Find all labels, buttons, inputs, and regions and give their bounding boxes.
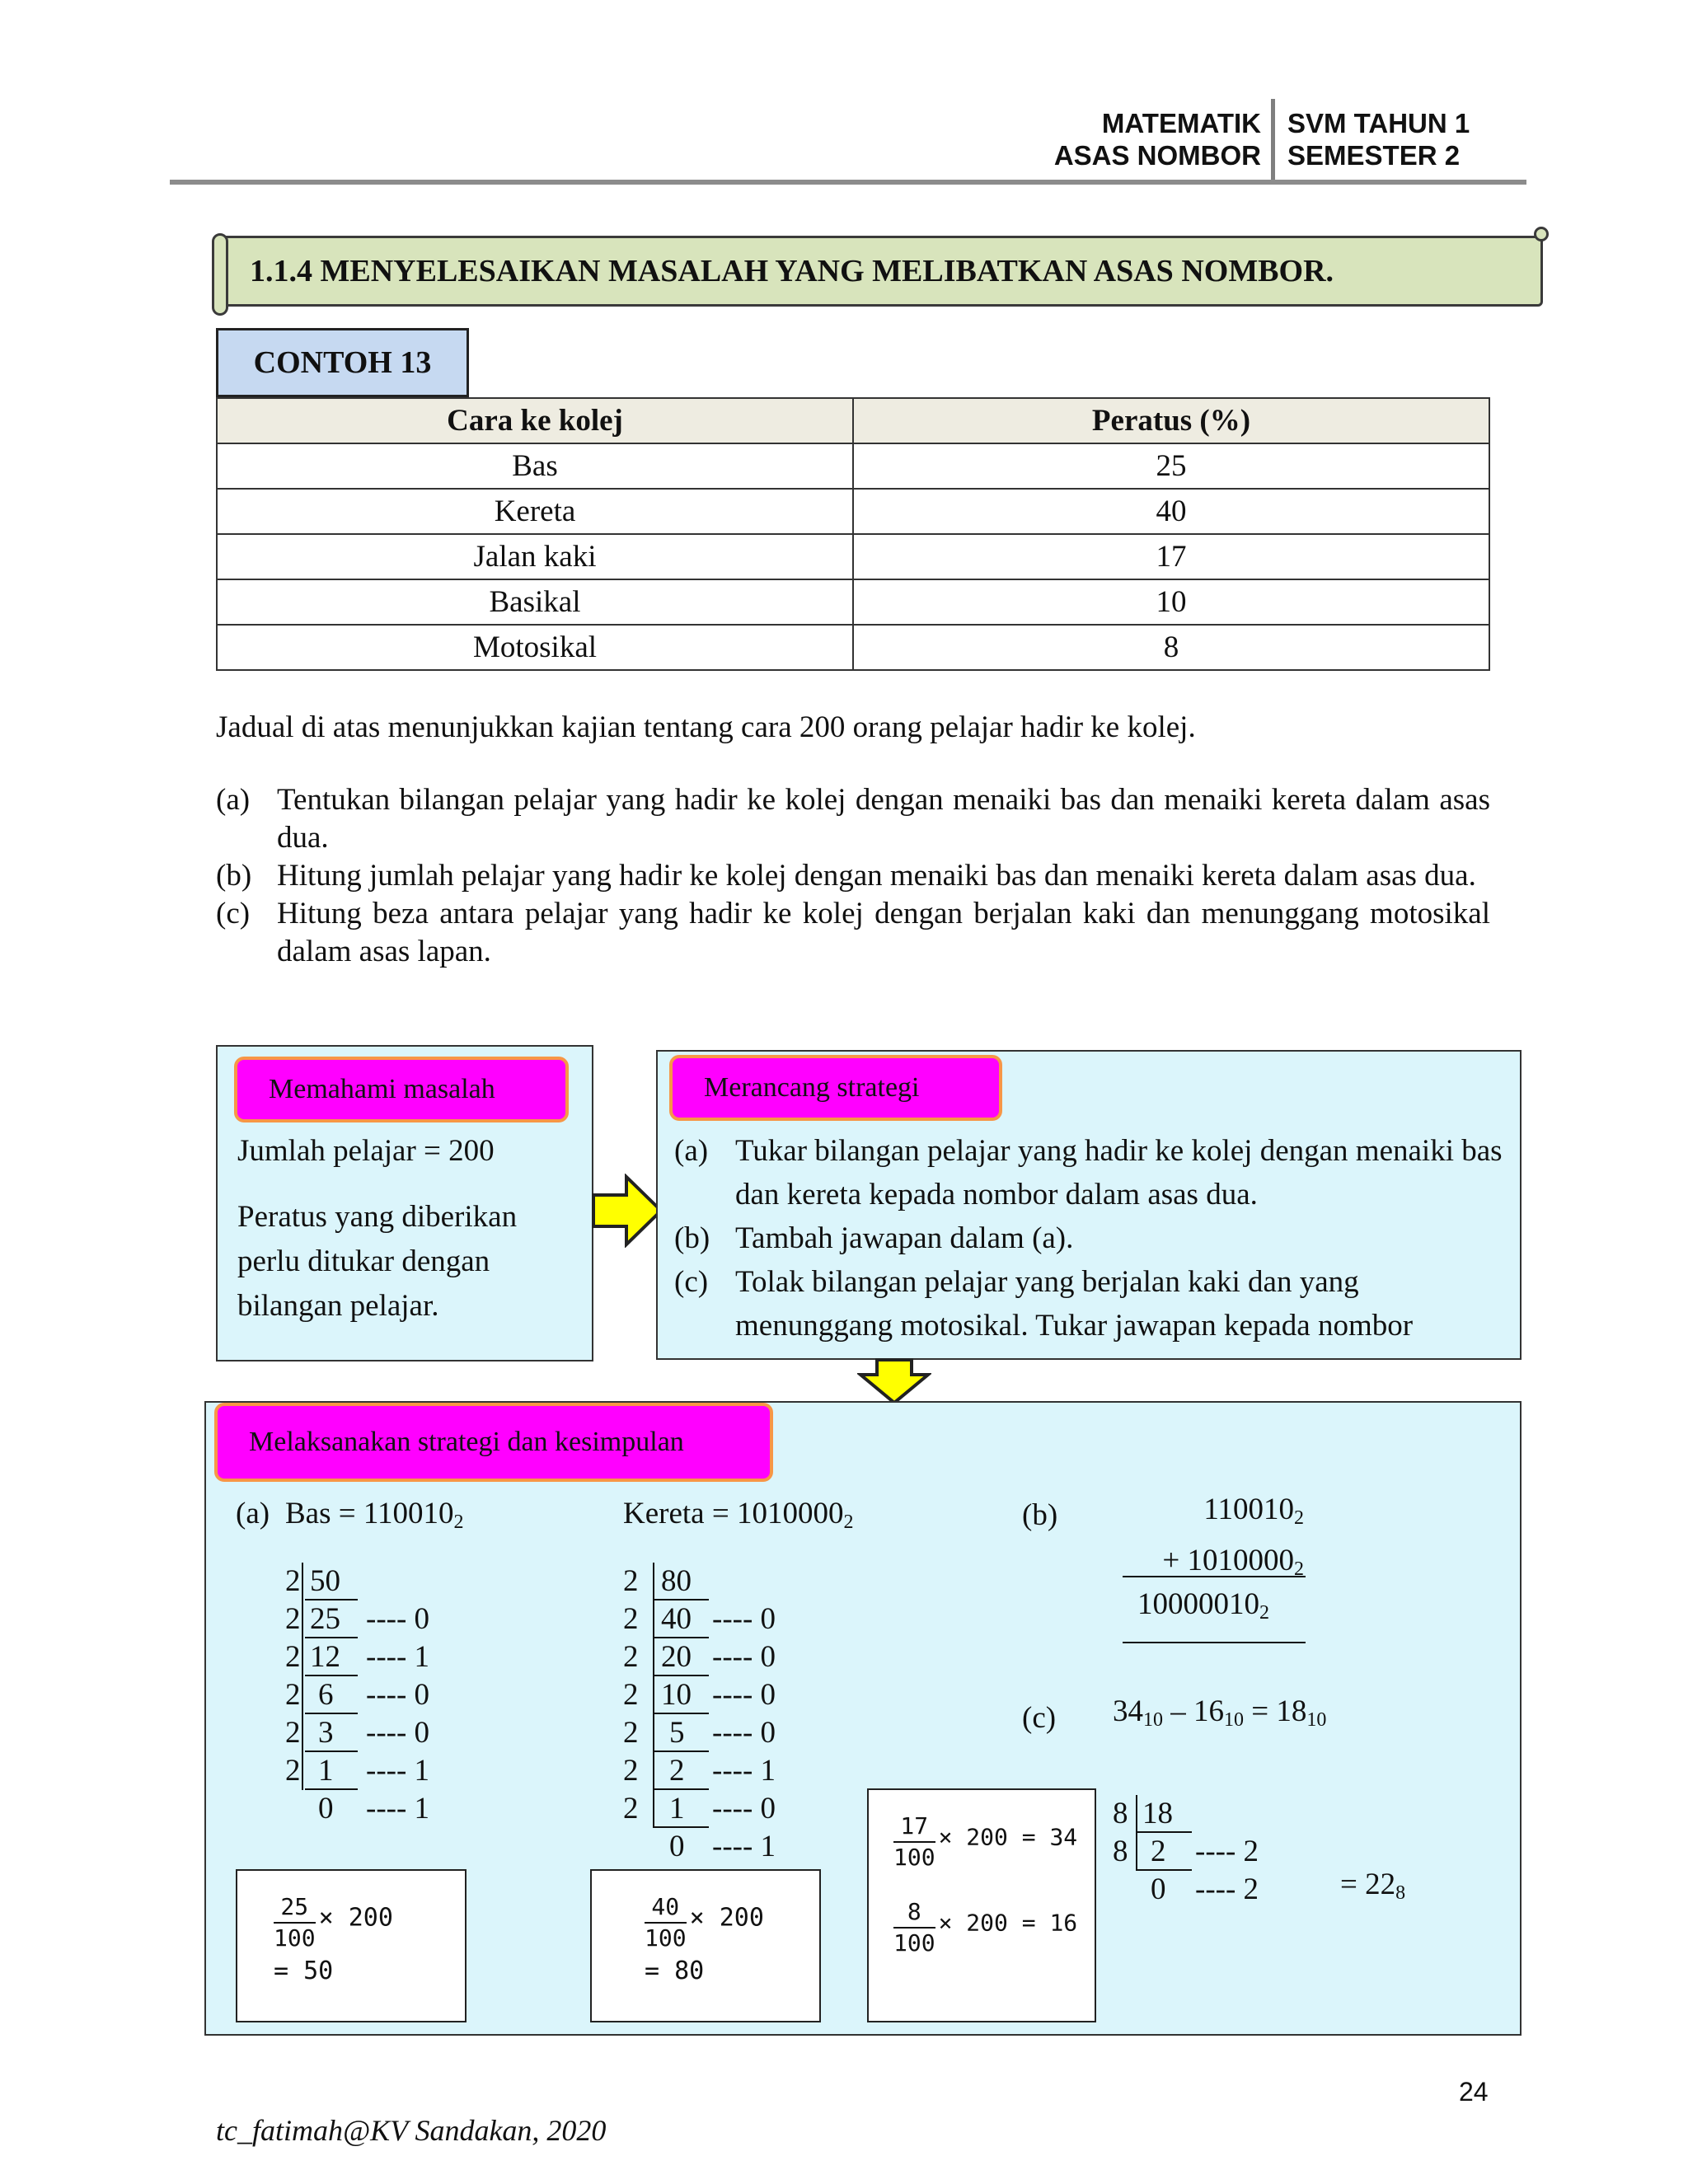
division-quotient: 12 bbox=[310, 1640, 340, 1674]
division-quotient: 1 bbox=[669, 1792, 685, 1825]
addend-1-value: 110010 bbox=[1203, 1493, 1294, 1526]
header-subject: MATEMATIK bbox=[1101, 108, 1261, 138]
c-calc2-rest: × 200 = 16 bbox=[938, 1909, 1078, 1937]
division-divisor: 2 bbox=[285, 1716, 301, 1750]
plan-item bbox=[674, 1129, 1507, 1216]
plan-box bbox=[656, 1050, 1522, 1360]
division-remainder: ---- 0 bbox=[366, 1602, 430, 1636]
table-cell: 8 bbox=[853, 625, 1489, 670]
section-title: 1.1.4 MENYELESAIKAN MASALAH YANG MELIBATKAN ASAS NOMBOR. bbox=[250, 254, 1334, 288]
table-header-row bbox=[217, 398, 1489, 443]
bas-binary bbox=[285, 1492, 464, 1544]
division-remainder: ---- 0 bbox=[712, 1640, 776, 1674]
kereta-binary bbox=[623, 1492, 853, 1544]
base-subscript: 10 bbox=[1224, 1709, 1244, 1731]
kereta-calc-box bbox=[590, 1869, 821, 2022]
execute-label: Melaksanakan strategi dan kesimpulan bbox=[214, 1403, 773, 1482]
division-remainder: ---- 2 bbox=[1195, 1835, 1259, 1868]
plan-label: Merancang strategi bbox=[669, 1055, 1002, 1121]
table-cell: Kereta bbox=[217, 489, 853, 534]
division-quotient: 0 bbox=[669, 1830, 685, 1863]
division-remainder: ---- 1 bbox=[712, 1830, 776, 1863]
part-a-label: (a) bbox=[236, 1497, 270, 1530]
addend-2-value: + 1010000 bbox=[1162, 1544, 1294, 1577]
scroll-curl-left bbox=[212, 233, 228, 316]
question-text: Hitung jumlah pelajar yang hadir ke kolej dengan menaiki bas dan menaiki kereta dalam asas dua. bbox=[277, 859, 1476, 893]
table-cell: 25 bbox=[853, 443, 1489, 489]
kereta-calc-times: × 200 bbox=[689, 1903, 764, 1933]
question-label: (a) bbox=[216, 783, 251, 817]
division-remainder: ---- 0 bbox=[712, 1678, 776, 1712]
division-divisor: 8 bbox=[1113, 1835, 1128, 1868]
base-subscript: 10 bbox=[1306, 1709, 1327, 1731]
plan-list bbox=[674, 1129, 1507, 1347]
fraction-numerator: 25 bbox=[274, 1892, 316, 1924]
division-divisor: 2 bbox=[623, 1754, 639, 1788]
division-remainder: ---- 0 bbox=[712, 1792, 776, 1825]
table-cell: 17 bbox=[853, 534, 1489, 579]
bas-calc bbox=[274, 1892, 393, 1985]
table-cell: Motosikal bbox=[217, 625, 853, 670]
division-remainder: ---- 1 bbox=[366, 1792, 430, 1825]
fraction-denominator: 100 bbox=[893, 1929, 935, 1957]
page-number: 24 bbox=[1459, 2077, 1489, 2107]
fraction-numerator: 40 bbox=[645, 1892, 687, 1924]
base-subscript: 10 bbox=[1143, 1709, 1163, 1731]
table-row bbox=[217, 625, 1489, 670]
division-quotient: 80 bbox=[661, 1564, 692, 1598]
plan-item-label: (a) bbox=[674, 1134, 709, 1168]
question-item bbox=[216, 857, 1490, 895]
plan-item bbox=[674, 1216, 1507, 1260]
division-quotient: 40 bbox=[661, 1602, 692, 1636]
division-divisor: 2 bbox=[285, 1564, 301, 1598]
division-divisor: 8 bbox=[1113, 1797, 1128, 1830]
header-rule bbox=[170, 180, 1526, 185]
base-subscript: 2 bbox=[1294, 1507, 1304, 1529]
division-remainder: ---- 0 bbox=[712, 1602, 776, 1636]
kereta-calc bbox=[645, 1892, 764, 1985]
division-remainder: ---- 1 bbox=[366, 1640, 430, 1674]
addend-1 bbox=[1121, 1488, 1327, 1540]
c-eq-minus: – bbox=[1163, 1694, 1193, 1728]
table-cell: 10 bbox=[853, 579, 1489, 625]
question-text: Tentukan bilangan pelajar yang hadir ke kolej dengan menaiki bas dan menaiki kereta dalam asas dua. bbox=[277, 783, 1490, 855]
division-remainder: ---- 0 bbox=[366, 1678, 430, 1712]
bas-calc-result: = 50 bbox=[274, 1957, 334, 1985]
plan-item-label: (b) bbox=[674, 1221, 710, 1255]
division-quotient: 18 bbox=[1142, 1797, 1173, 1830]
division-divisor: 2 bbox=[623, 1716, 639, 1750]
table-cell: Bas bbox=[217, 443, 853, 489]
plan-item bbox=[674, 1260, 1507, 1347]
c-eq-c: 18 bbox=[1276, 1694, 1307, 1728]
table-header-cell: Peratus (%) bbox=[853, 398, 1489, 443]
table-row bbox=[217, 443, 1489, 489]
fraction-denominator: 100 bbox=[645, 1924, 687, 1952]
division-quotient: 5 bbox=[669, 1716, 685, 1750]
division-divisor: 2 bbox=[623, 1640, 639, 1674]
division-remainder: ---- 0 bbox=[366, 1716, 430, 1750]
fraction-denominator: 100 bbox=[893, 1844, 935, 1871]
base-subscript: 2 bbox=[1259, 1602, 1269, 1624]
right-arrow-icon bbox=[590, 1174, 664, 1248]
base-subscript: 2 bbox=[453, 1511, 464, 1533]
c-eq-equals: = bbox=[1244, 1694, 1277, 1728]
division-quotient: 1 bbox=[318, 1754, 334, 1788]
division-quotient: 25 bbox=[310, 1602, 340, 1636]
question-list bbox=[216, 781, 1490, 971]
c-calc1-rest: × 200 = 34 bbox=[938, 1823, 1078, 1851]
division-quotient: 20 bbox=[661, 1640, 692, 1674]
fraction-numerator: 17 bbox=[893, 1811, 935, 1843]
c-calc-box bbox=[867, 1788, 1096, 2022]
sum-line-bottom bbox=[1123, 1642, 1306, 1643]
execute-box bbox=[204, 1401, 1522, 2036]
division-remainder: ---- 1 bbox=[366, 1754, 430, 1788]
division-divisor: 2 bbox=[285, 1640, 301, 1674]
table-cell: 40 bbox=[853, 489, 1489, 534]
division-quotient: 0 bbox=[1151, 1872, 1166, 1906]
sum-line-top bbox=[1123, 1576, 1306, 1577]
header-right bbox=[1287, 107, 1535, 171]
plan-item-text: Tambah jawapan dalam (a). bbox=[735, 1221, 1074, 1255]
division-remainder: ---- 0 bbox=[712, 1716, 776, 1750]
division-divisor: 2 bbox=[623, 1678, 639, 1712]
table-cell: Basikal bbox=[217, 579, 853, 625]
plan-item-label: (c) bbox=[674, 1265, 709, 1299]
division-quotient: 3 bbox=[318, 1716, 334, 1750]
table-row bbox=[217, 489, 1489, 534]
division-divisor: 2 bbox=[285, 1754, 301, 1788]
question-label: (b) bbox=[216, 859, 252, 893]
header-topic: ASAS NOMBOR bbox=[1053, 140, 1261, 171]
table-cell: Jalan kaki bbox=[217, 534, 853, 579]
division-divisor: 2 bbox=[285, 1678, 301, 1712]
header-divider bbox=[1271, 99, 1275, 181]
data-table bbox=[216, 397, 1490, 671]
division-quotient: 2 bbox=[1151, 1835, 1166, 1868]
question-item bbox=[216, 895, 1490, 971]
down-arrow-icon bbox=[857, 1358, 931, 1406]
division-remainder: ---- 1 bbox=[712, 1754, 776, 1788]
division-quotient: 50 bbox=[310, 1564, 340, 1598]
kereta-calc-result: = 80 bbox=[645, 1957, 705, 1985]
fraction-numerator: 8 bbox=[893, 1897, 935, 1929]
c-calc-line2 bbox=[893, 1897, 1077, 1958]
example-label: CONTOH 13 bbox=[216, 328, 469, 397]
binary-sum-value: 10000010 bbox=[1137, 1587, 1259, 1621]
division-quotient: 10 bbox=[661, 1678, 692, 1712]
bas-binary-value: Bas = 110010 bbox=[285, 1497, 454, 1530]
binary-sum bbox=[1137, 1582, 1269, 1635]
division-divisor: 2 bbox=[623, 1602, 639, 1636]
understand-label: Memahami masalah bbox=[234, 1057, 569, 1122]
division-divisor: 2 bbox=[285, 1602, 301, 1636]
division-quotient: 0 bbox=[318, 1792, 334, 1825]
plan-item-text: Tukar bilangan pelajar yang hadir ke kolej dengan menaiki bas dan kereta kepada nombor dalam asas dua. bbox=[735, 1134, 1503, 1212]
division-quotient: 6 bbox=[318, 1678, 334, 1712]
base-subscript: 8 bbox=[1395, 1882, 1406, 1904]
section-banner bbox=[216, 236, 1543, 307]
understand-line2: Peratus yang diberikan perlu ditukar dengan bilangan pelajar. bbox=[237, 1200, 518, 1323]
question-item bbox=[216, 781, 1490, 857]
division-divisor: 2 bbox=[623, 1564, 639, 1598]
header-left bbox=[1014, 107, 1261, 171]
octal-answer-value: = 22 bbox=[1340, 1868, 1396, 1901]
footer-credit: tc_fatimah@KV Sandakan, 2020 bbox=[216, 2114, 607, 2147]
bas-calc-box bbox=[236, 1869, 467, 2022]
question-label: (c) bbox=[216, 897, 251, 930]
question-text: Hitung beza antara pelajar yang hadir ke kolej dengan berjalan kaki dan menunggang motosikal dalam asas lapan. bbox=[277, 897, 1490, 968]
header-course: SVM TAHUN 1 bbox=[1287, 108, 1470, 138]
division-quotient: 2 bbox=[669, 1754, 685, 1788]
understand-box bbox=[216, 1045, 593, 1361]
c-eq-b: 16 bbox=[1193, 1694, 1224, 1728]
intro-text: Jadual di atas menunjukkan kajian tentang cara 200 orang pelajar hadir ke kolej. bbox=[216, 710, 1196, 744]
c-calc-line1 bbox=[893, 1811, 1077, 1872]
understand-line1: Jumlah pelajar = 200 bbox=[237, 1134, 495, 1168]
octal-answer bbox=[1340, 1863, 1405, 1915]
header-semester: SEMESTER 2 bbox=[1287, 140, 1461, 171]
scroll-curl-right bbox=[1534, 227, 1549, 241]
table-header-cell: Cara ke kolej bbox=[217, 398, 853, 443]
plan-item-text: Tolak bilangan pelajar yang berjalan kaki dan yang menunggang motosikal. Tukar jawapan kepada nombor bbox=[735, 1265, 1414, 1343]
bas-calc-times: × 200 bbox=[318, 1903, 393, 1933]
fraction-denominator: 100 bbox=[274, 1924, 316, 1952]
division-divisor: 2 bbox=[623, 1792, 639, 1825]
part-c-label: (c) bbox=[1022, 1701, 1057, 1735]
base-subscript: 2 bbox=[843, 1511, 854, 1533]
c-equation bbox=[1113, 1690, 1326, 1742]
table-row bbox=[217, 579, 1489, 625]
kereta-binary-value: Kereta = 1010000 bbox=[623, 1497, 844, 1530]
c-eq-a: 34 bbox=[1113, 1694, 1143, 1728]
table-row bbox=[217, 534, 1489, 579]
division-remainder: ---- 2 bbox=[1195, 1872, 1259, 1906]
base-subscript: 2 bbox=[1294, 1558, 1304, 1580]
part-b-label: (b) bbox=[1022, 1498, 1058, 1532]
